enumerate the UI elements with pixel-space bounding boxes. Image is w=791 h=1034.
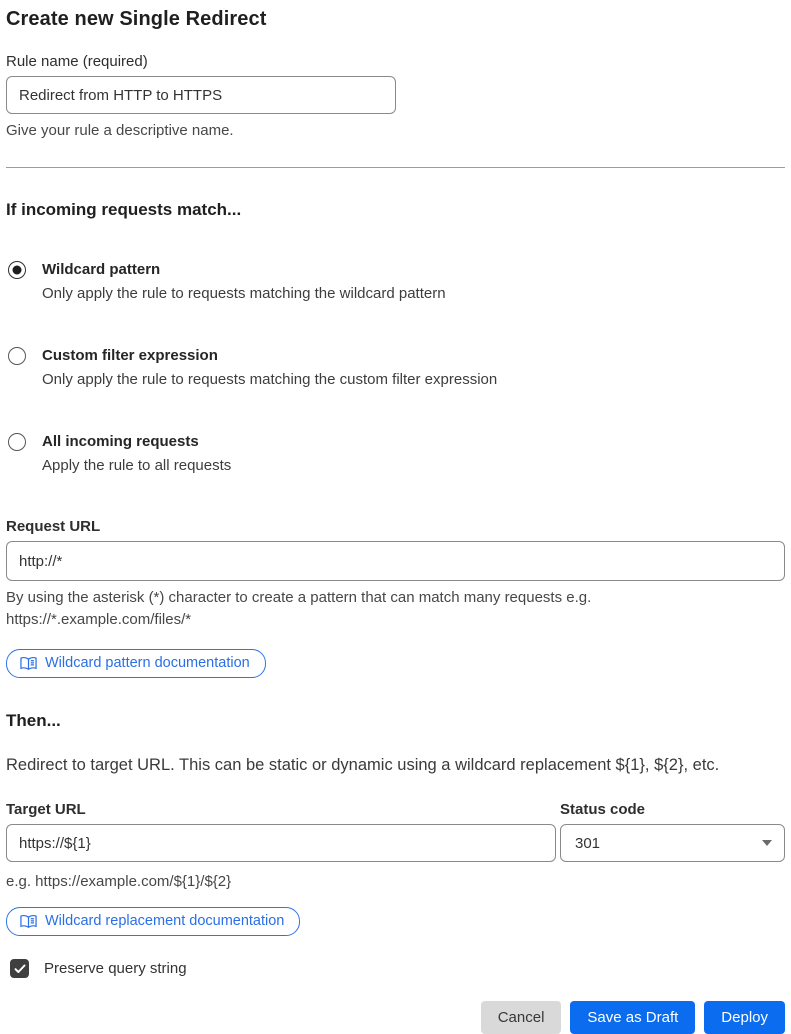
- radio-unselected-icon[interactable]: [8, 347, 26, 365]
- radio-label: All incoming requests: [42, 433, 199, 450]
- status-code-select[interactable]: [560, 824, 785, 862]
- preserve-query-label[interactable]: Preserve query string: [44, 960, 187, 977]
- open-book-icon: [20, 656, 37, 671]
- cancel-button[interactable]: Cancel: [481, 1001, 562, 1034]
- request-url-label: Request URL: [6, 518, 101, 535]
- rule-name-help: Give your rule a descriptive name.: [6, 122, 234, 139]
- match-section-heading: If incoming requests match...: [6, 200, 242, 219]
- radio-option-custom-filter[interactable]: [6, 346, 785, 391]
- rule-name-input[interactable]: [6, 76, 396, 114]
- radio-unselected-icon[interactable]: [8, 433, 26, 451]
- target-url-label: Target URL: [6, 801, 86, 818]
- radio-description: Apply the rule to all requests: [42, 457, 232, 474]
- then-description: Redirect to target URL. This can be static or dynamic using a wildcard replacement ${1}, ${2}, etc.: [6, 756, 720, 774]
- radio-label: Wildcard pattern: [42, 261, 161, 278]
- save-as-draft-button[interactable]: Save as Draft: [570, 1001, 695, 1034]
- rule-name-label: Rule name (required): [6, 53, 148, 70]
- wildcard-replacement-doc-button[interactable]: [6, 907, 300, 936]
- status-code-value: 301: [575, 834, 601, 852]
- footer-actions: [6, 1001, 785, 1034]
- open-book-icon: [20, 914, 37, 929]
- deploy-button[interactable]: Deploy: [704, 1001, 785, 1034]
- radio-label: Custom filter expression: [42, 347, 218, 364]
- page-title: Create new Single Redirect: [6, 8, 267, 30]
- wildcard-pattern-doc-button[interactable]: [6, 649, 266, 678]
- checkbox-checked-icon[interactable]: [10, 959, 29, 978]
- radio-description: Only apply the rule to requests matching the custom filter expression: [42, 371, 498, 388]
- match-type-radio-group: [6, 260, 785, 477]
- target-url-input[interactable]: [6, 824, 556, 862]
- request-url-input[interactable]: [6, 541, 785, 581]
- preserve-query-row: [6, 959, 785, 978]
- radio-selected-icon[interactable]: [8, 261, 26, 279]
- doc-button-label: Wildcard pattern documentation: [45, 655, 250, 671]
- radio-option-wildcard-pattern[interactable]: [6, 260, 785, 305]
- radio-option-all-requests[interactable]: [6, 432, 785, 477]
- section-divider: [6, 167, 785, 168]
- doc-button-label: Wildcard replacement documentation: [45, 913, 285, 929]
- status-code-label: Status code: [560, 801, 646, 818]
- target-url-help: e.g. https://example.com/${1}/${2}: [6, 873, 232, 890]
- then-section-heading: Then...: [6, 711, 61, 730]
- target-status-row: [6, 780, 785, 862]
- chevron-down-icon: [762, 840, 772, 846]
- request-url-help: By using the asterisk (*) character to create a pattern that can match many requests e.g. https://*.example.com/files/*: [6, 589, 592, 628]
- radio-description: Only apply the rule to requests matching the wildcard pattern: [42, 285, 446, 302]
